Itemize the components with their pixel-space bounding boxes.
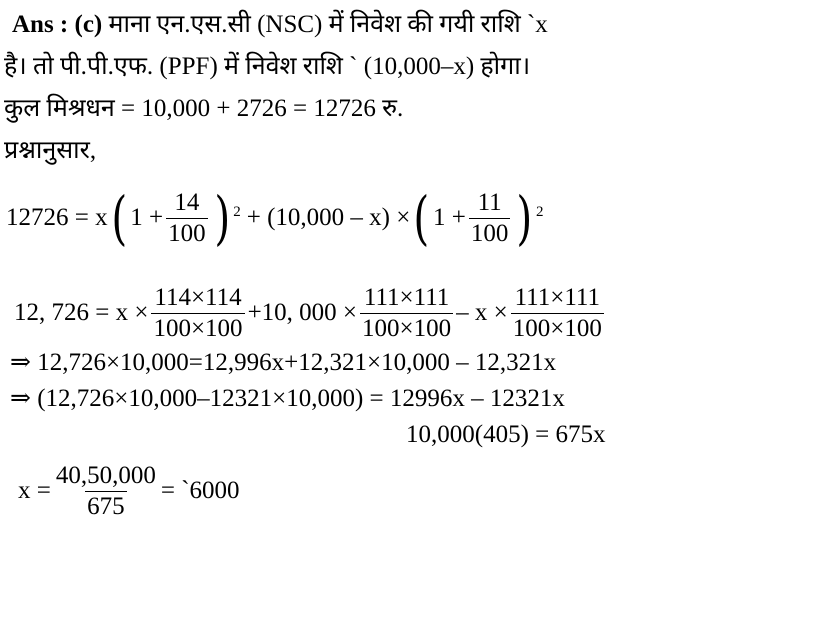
fraction-1-numerator: 114×114 xyxy=(154,283,242,311)
exponent-b: 2 xyxy=(536,203,544,220)
final-denominator: 675 xyxy=(87,492,125,520)
fraction-3-denominator: 100×100 xyxy=(512,314,602,342)
fraction-a xyxy=(166,189,208,248)
step-1: ⇒ 12,726×10,000=12,996x+12,321×10,000 – 12,321x xyxy=(10,349,557,376)
eq2-middle-2: – x × xyxy=(456,299,508,326)
answer-line-2: है। तो पी.पी.एफ. (PPF) में निवेश राशि ` (10,000–x) होगा। xyxy=(4,53,531,80)
paren-close-icon: ) xyxy=(516,184,533,252)
step-2: ⇒ (12,726×10,000–12321×10,000) = 12996x – 12321x xyxy=(10,385,565,412)
eq1-one-plus-b: 1 + xyxy=(433,204,466,231)
answer-label: Ans : (c) xyxy=(12,11,103,38)
fraction-b-numerator: 11 xyxy=(477,188,502,216)
final-lhs: x = xyxy=(18,477,51,504)
answer-line-1 xyxy=(12,10,548,40)
fraction-2-numerator: 111×111 xyxy=(363,283,450,311)
fraction-a-denominator: 100 xyxy=(168,219,206,247)
eq2-middle-1: +10, 000 × xyxy=(247,299,358,326)
eq2-lhs: 12, 726 = x × xyxy=(14,299,149,326)
final-fraction xyxy=(54,462,158,521)
answer-line-1-text: माना एन.एस.सी (NSC) में निवेश की गयी राशि `x xyxy=(108,11,548,38)
equation-1 xyxy=(6,180,544,256)
exponent-a: 2 xyxy=(233,203,241,220)
fraction-1-denominator: 100×100 xyxy=(153,314,243,342)
eq1-lhs: 12726 = x xyxy=(6,204,108,231)
paren-close-icon: ) xyxy=(214,184,230,252)
step-3: 10,000(405) = 675x xyxy=(406,421,606,448)
eq1-one-plus-a: 1 + xyxy=(130,204,164,231)
fraction-3 xyxy=(511,284,604,343)
fraction-b-denominator: 100 xyxy=(470,219,509,247)
fraction-2 xyxy=(360,284,453,343)
paren-open-icon: ( xyxy=(111,184,127,252)
fraction-3-numerator: 111×111 xyxy=(514,283,600,311)
equation-2 xyxy=(14,280,607,346)
fraction-b xyxy=(469,189,511,248)
fraction-1 xyxy=(151,284,244,343)
paren-open-icon: ( xyxy=(413,184,430,252)
answer-line-4: प्रश्नानुसार, xyxy=(4,137,97,164)
answer-line-3: कुल मिश्रधन = 10,000 + 2726 = 12726 रु. xyxy=(4,95,404,122)
fraction-a-numerator: 14 xyxy=(174,188,200,216)
final-rhs: = `6000 xyxy=(160,477,240,504)
fraction-2-denominator: 100×100 xyxy=(362,314,452,342)
eq1-middle: + (10,000 – x) × xyxy=(246,204,411,231)
final-numerator: 40,50,000 xyxy=(55,461,156,489)
final-equation xyxy=(18,458,240,524)
